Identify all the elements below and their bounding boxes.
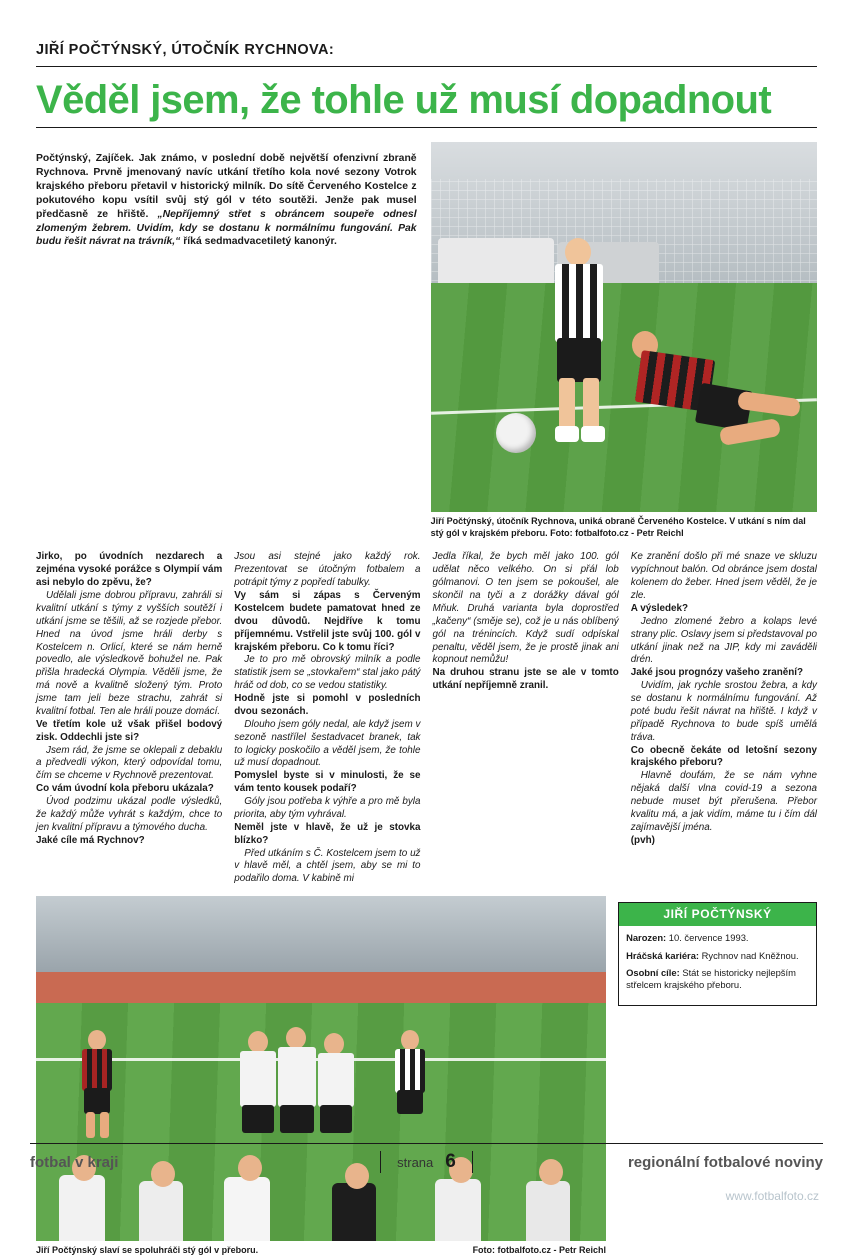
answer: Jedno zlomené žebro a kolaps levé strany plic. Oslavy jsem si představoval po utkání jinak než na JIP, kdy mi zaváděli drén. [630, 615, 817, 666]
bottom-photo-track [36, 972, 606, 1003]
interview-column-3 [433, 551, 619, 886]
striped-player-jersey [395, 1049, 425, 1093]
interview-columns [30, 539, 823, 886]
celebration-jersey-1 [240, 1051, 276, 1107]
answer: Před utkáním s Č. Kostelcem jsem to už v hlavě měl, a chtěl jsem, aby se mi to podařilo doma. V kabině mi [234, 847, 421, 885]
footer-right-label: regionální fotbalové noviny [627, 1153, 823, 1171]
infobox-row [626, 932, 809, 944]
infobox-row-value: Stát se historicky nejlepším střelcem krajského přeboru. [626, 966, 796, 991]
main-photo-credit: Foto: fotbalfoto.cz - Petr Reichl [550, 527, 684, 538]
page-title: Věděl jsem, že tohle už musí dopadnout [36, 78, 772, 122]
answer: Ke zranění došlo při mé snaze ve skluzu vypíchnout balón. Od obránce jsem dostal kolenem do žeber. Hned jsem věděl, že je zle. [630, 551, 817, 601]
question: Na druhou stranu jste se ale v tomto utkání nepříjemně zranil. [432, 667, 619, 692]
question: Jaké jsou prognózy vašeho zranění? [630, 667, 804, 679]
footer-page-number: 6 [445, 1151, 456, 1172]
article-signature: (pvh) [630, 834, 655, 846]
main-photo-caption-text: Jiří Počtýnský, útočník Rychnova, uniká obraně Červeného Kostelce. V utkání s ním dal stý gól v krajském přeboru. [430, 516, 806, 538]
rule-top [36, 66, 817, 67]
lead-part2: říká sedmadvacetiletý kanonýr. [180, 236, 337, 248]
celebration-shorts-1 [242, 1105, 274, 1133]
spectator-3 [224, 1177, 270, 1241]
celebration-jersey-2 [278, 1047, 316, 1107]
lead-paragraph [36, 152, 417, 249]
interview-column-2 [234, 551, 420, 886]
infobox-body [619, 926, 816, 1005]
infobox-title: JIŘÍ POČTÝNSKÝ [619, 903, 816, 926]
bottom-photo-column [36, 896, 606, 1257]
photo-player-jersey [555, 264, 603, 342]
bottom-player-leg-right [100, 1112, 109, 1138]
bottom-photo-caption-text: Jiří Počtýnský slaví se spoluhráči stý gól v přeboru. [36, 1245, 259, 1256]
footer-page-indicator [380, 1151, 473, 1173]
celebration-head-3 [324, 1033, 344, 1055]
photo-player-sock-left [555, 426, 579, 442]
page-footer [30, 1143, 823, 1173]
celebration-head-1 [248, 1031, 268, 1053]
bottom-player-jersey [82, 1049, 112, 1091]
answer: Jedla říkal, že bych měl jako 100. gól udělat něco velkého. On si přál lob gólmanovi. O ten jsem se pokoušel, ale skončil na tyči a z dorážky dával gól Mňuk. Druhá varianta byla doprostřed „kačeny“ (směje se), což je u nás oblíbený gól na trénincích. Když sudí odpískal penaltu, věděl jsem, že je prostě jinak ani kopnout nemůžu! [432, 551, 619, 666]
bottom-photo-player [76, 1030, 120, 1138]
spectator-1 [59, 1175, 105, 1241]
answer: Úvod podzimu ukázal podle výsledků, že každý může vyhrát s každým, chce to jen kvalitní přípravu a týmového ducha. [36, 796, 223, 833]
main-photo-column [431, 142, 817, 539]
photo-ball [496, 413, 536, 453]
photo-player-white [535, 238, 625, 453]
main-photo [431, 142, 817, 512]
question: Co vám úvodní kola přeboru ukázala? [36, 783, 214, 795]
answer: Je to pro mě obrovský milník a podle statistik jsem se „stovkařem“ stal jako pátý hráč od dob, co se vedou statistiky. [234, 654, 421, 692]
question: Pomyslel byste si v minulosti, že se vám tento kousek podaří? [234, 770, 421, 795]
celebration-head-2 [286, 1027, 306, 1049]
question: Hodně jste si pomohl v posledních dvou sezonách. [234, 693, 421, 717]
striped-player-head [401, 1030, 419, 1050]
main-photo-caption [431, 516, 817, 539]
answer: Uvidím, jak rychle srostou žebra, a kdy se dostanu k normálnímu fungování. Až poté budu řešit návrat na hřiště. I když v případě Rychnova to bude spíš umělá tráva. [630, 680, 817, 743]
infobox-row-label: Osobní cíle: [626, 966, 680, 978]
infobox-row-value: 10. července 1993. [666, 932, 749, 944]
question: Jirko, po úvodních nezdarech a zejména vysoké porážce s Olympií vám asi nebylo do zpěvu, že? [36, 551, 223, 589]
bottom-player-shorts [84, 1088, 110, 1114]
question: Ve třetím kole už však přišel bodový zisk. Oddechli jste si? [36, 718, 223, 743]
photo-player-shorts [557, 338, 601, 382]
photo-player-red [620, 325, 810, 475]
infobox-row-label: Hráčská kariéra: [626, 949, 700, 961]
infobox-row-label: Narozen: [626, 932, 667, 944]
bottom-player-head [88, 1030, 106, 1050]
photo-player-sock-right [581, 426, 605, 442]
bottom-zone [30, 886, 823, 1257]
lead-column [36, 142, 417, 539]
celebration-jersey-3 [318, 1053, 354, 1107]
photo-player-head [565, 238, 591, 266]
player-infobox [618, 902, 817, 1006]
infobox-row [626, 950, 809, 962]
bottom-photo [36, 896, 606, 1241]
answer: Góly jsou potřeba k výhře a pro mě byla priorita, aby tým vyhrával. [234, 796, 421, 820]
celebration-shorts-3 [320, 1105, 352, 1133]
bottom-photo-caption [36, 1245, 606, 1257]
question: A výsledek? [630, 602, 689, 614]
bottom-photo-credit: Foto: fotbalfoto.cz - Petr Reichl [472, 1245, 607, 1256]
bottom-photo-stand [36, 896, 606, 972]
rule-under-headline [36, 127, 817, 128]
bottom-player-leg-left [86, 1112, 95, 1138]
striped-player-shorts [397, 1090, 423, 1114]
footer-page-label: strana [397, 1154, 434, 1170]
question: Vy sám si zápas s Červeným Kostelcem budete pamatovat hned ze dvou důvodů. Nejdříve k tomu příjemnému. Vstřelil jste svůj 100. gól v krajském přeboru. Co k tomu říci? [234, 590, 421, 653]
infobox-row [626, 967, 809, 992]
answer: Jsem rád, že jsme se oklepali z debaklu a předvedli výkon, který odpovídal tomu, čím se chceme v Rychnově prezentovat. [36, 744, 223, 782]
lead-quote: „Nepříjemný střet s obráncem soupeře odnesl zlomeným žebrem. Uvidím, kdy se dostanu k normálnímu fungování. Pak budu řešit návrat na trávník,“ [36, 208, 417, 248]
answer: Jsou asi stejné jako každý rok. Prezentovat se útočným fotbalem a potrápit týmy z popředí tabulky. [234, 551, 421, 589]
footer-left-label: fotbal v kraji [30, 1153, 119, 1171]
answer: Hlavně doufám, že se nám vyhne nějaká další vlna covid-19 a sezona nebude muset být přerušena. Přebor kvalitu má, a jak vidím, máme tu i čím dál zajímavější jména. [630, 770, 817, 833]
bottom-photo-player-striped [389, 1030, 433, 1138]
photo-player-leg-left [559, 378, 575, 433]
spectator-4 [332, 1183, 376, 1241]
interview-column-4 [631, 551, 817, 886]
question: Neměl jste v hlavě, že už je stovka blízko? [234, 821, 421, 846]
top-zone [30, 142, 823, 539]
spectator-2 [139, 1181, 183, 1241]
lead-part1: Počtýnský, Zajíček. Jak známo, v poslední době největší ofenzivní zbraně Rychnova. Prvně jmenovaný navíc utkání třetího kola nové sezony Votrok krajského přeboru přetavil v historický milník. Do sítě Červeného Kostelce z pokutového kopu vsítil svůj stý gól v této soutěži. Jenže pak musel předčasně ze hřiště. [36, 153, 417, 220]
spectator-5 [435, 1179, 481, 1241]
spectator-6 [526, 1181, 570, 1241]
answer: Dlouho jsem góly nedal, ale když jsem v sezoně nastřílel šestadvacet branek, tak to logicky poskočilo a věděl jsem, že tohle už musí dopadnout. [234, 718, 421, 769]
question: Jaké cíle má Rychnov? [36, 834, 145, 846]
answer: Udělali jsme dobrou přípravu, zahráli si kvalitní utkání s týmy z vyšších soutěží i utkání jsme se těšili, až se rozjede přebor. Hned na úvod jsme hráli derby s Kostelcem n. Orlicí, které se nám herně povedlo, ale výsledkově bohužel ne. Pak přišla hradecká Olympia. Věděli jsme, že má nově a kvalitně složený tým. Proto jsme tam jeli beze strachu, zahrát si kvalitní fotbal. Ten ale hráli pouze domácí. [36, 590, 223, 717]
photo-player-leg-right [583, 378, 599, 433]
article-kicker: JIŘÍ POČTÝNSKÝ, ÚTOČNÍK RYCHNOVA: [36, 42, 335, 58]
question: Co obecně čekáte od letošní sezony krajského přeboru? [630, 744, 817, 769]
watermark: www.fotbalfoto.cz [725, 1189, 819, 1203]
celebration-shorts-2 [280, 1105, 314, 1133]
interview-column-1 [36, 551, 222, 886]
infobox-row-value: Rychnov nad Kněžnou. [699, 949, 799, 961]
